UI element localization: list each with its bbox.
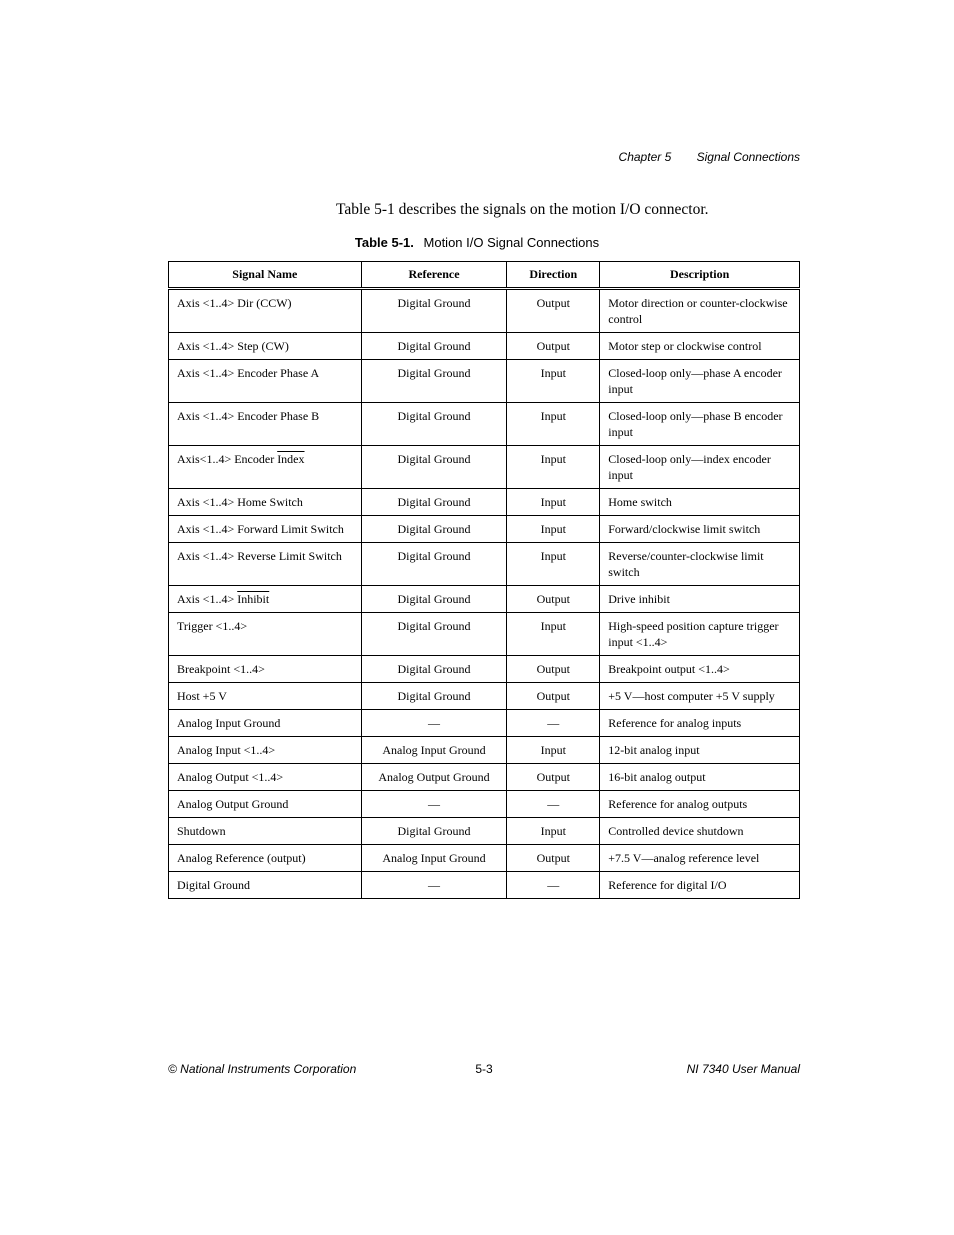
direction-cell: Input [507, 403, 600, 446]
direction-cell: Output [507, 289, 600, 333]
reference-cell: Digital Ground [361, 289, 507, 333]
table-caption-title: Motion I/O Signal Connections [423, 235, 600, 250]
description-cell: Reference for digital I/O [600, 872, 800, 899]
reference-cell: Digital Ground [361, 818, 507, 845]
signal-name-cell [169, 586, 362, 613]
description-cell: Closed-loop only—phase A encoder input [600, 360, 800, 403]
description-cell: +7.5 V—analog reference level [600, 845, 800, 872]
table-row [169, 613, 800, 656]
signal-table [168, 261, 800, 899]
column-header-signal-name: Signal Name [169, 262, 362, 289]
table-row [169, 710, 800, 737]
reference-cell: Analog Output Ground [361, 764, 507, 791]
description-cell: Home switch [600, 489, 800, 516]
table-row [169, 543, 800, 586]
running-header [597, 150, 800, 164]
description-cell: 16-bit analog output [600, 764, 800, 791]
table-row [169, 791, 800, 818]
reference-cell: Analog Input Ground [361, 737, 507, 764]
table-row [169, 656, 800, 683]
header-section: Signal Connections [696, 150, 800, 164]
direction-cell: Input [507, 489, 600, 516]
reference-cell: Digital Ground [361, 656, 507, 683]
signal-name-cell: Analog Output <1..4> [169, 764, 362, 791]
column-header-direction: Direction [507, 262, 600, 289]
description-cell: Controlled device shutdown [600, 818, 800, 845]
description-cell: Forward/clockwise limit switch [600, 516, 800, 543]
table-caption [0, 235, 954, 250]
direction-cell: Input [507, 737, 600, 764]
page-number: 5-3 [475, 1062, 493, 1076]
table-row [169, 845, 800, 872]
direction-cell: Output [507, 764, 600, 791]
table-row [169, 737, 800, 764]
reference-cell: Digital Ground [361, 489, 507, 516]
description-cell: Closed-loop only—phase B encoder input [600, 403, 800, 446]
reference-cell: Digital Ground [361, 543, 507, 586]
signal-name-cell: Digital Ground [169, 872, 362, 899]
description-cell: Breakpoint output <1..4> [600, 656, 800, 683]
signal-name-cell: Axis <1..4> Reverse Limit Switch [169, 543, 362, 586]
description-cell: Motor step or clockwise control [600, 333, 800, 360]
direction-cell: — [507, 872, 600, 899]
reference-cell: Digital Ground [361, 403, 507, 446]
table-row [169, 289, 800, 333]
signal-name-prefix: Axis <1..4> [177, 592, 238, 606]
signal-name-cell: Axis <1..4> Encoder Phase B [169, 403, 362, 446]
description-cell: Reference for analog outputs [600, 791, 800, 818]
description-cell: Motor direction or counter-clockwise control [600, 289, 800, 333]
direction-cell: Input [507, 446, 600, 489]
table-row [169, 360, 800, 403]
column-header-description: Description [600, 262, 800, 289]
reference-cell: Analog Input Ground [361, 845, 507, 872]
table-row [169, 818, 800, 845]
signal-name-cell: Axis <1..4> Encoder Phase A [169, 360, 362, 403]
description-cell: Reference for analog inputs [600, 710, 800, 737]
reference-cell: Digital Ground [361, 613, 507, 656]
description-cell: High-speed position capture trigger input <1..4> [600, 613, 800, 656]
signal-name-cell: Shutdown [169, 818, 362, 845]
footer-copyright: © National Instruments Corporation [168, 1062, 357, 1076]
signal-name-cell: Axis <1..4> Dir (CCW) [169, 289, 362, 333]
direction-cell: Output [507, 333, 600, 360]
direction-cell: Input [507, 516, 600, 543]
table-header-row [169, 262, 800, 289]
table-row [169, 586, 800, 613]
description-cell: Closed-loop only—index encoder input [600, 446, 800, 489]
reference-cell: — [361, 791, 507, 818]
signal-name-cell: Breakpoint <1..4> [169, 656, 362, 683]
table-row [169, 446, 800, 489]
direction-cell: — [507, 791, 600, 818]
signal-name-active-low: Index [277, 452, 305, 466]
description-cell: 12-bit analog input [600, 737, 800, 764]
description-cell: Drive inhibit [600, 586, 800, 613]
signal-name-cell [169, 446, 362, 489]
table-row [169, 872, 800, 899]
signal-name-cell: Axis <1..4> Forward Limit Switch [169, 516, 362, 543]
reference-cell: Digital Ground [361, 586, 507, 613]
reference-cell: Digital Ground [361, 516, 507, 543]
direction-cell: Output [507, 683, 600, 710]
signal-name-cell: Analog Input Ground [169, 710, 362, 737]
direction-cell: Output [507, 845, 600, 872]
signal-name-active-low: Inhibit [237, 592, 270, 606]
direction-cell: Input [507, 818, 600, 845]
footer-manual-title: NI 7340 User Manual [686, 1062, 800, 1076]
description-cell: Reverse/counter-clockwise limit switch [600, 543, 800, 586]
table-row [169, 516, 800, 543]
table-row [169, 764, 800, 791]
direction-cell: Output [507, 656, 600, 683]
signal-name-cell: Trigger <1..4> [169, 613, 362, 656]
reference-cell: Digital Ground [361, 333, 507, 360]
signal-name-cell: Host +5 V [169, 683, 362, 710]
signal-name-cell: Analog Input <1..4> [169, 737, 362, 764]
table-caption-number: Table 5-1. [354, 235, 414, 250]
header-chapter: Chapter 5 [618, 150, 672, 164]
direction-cell: Input [507, 360, 600, 403]
direction-cell: Input [507, 613, 600, 656]
table-row [169, 489, 800, 516]
direction-cell: Input [507, 543, 600, 586]
table-row [169, 403, 800, 446]
table-row [169, 683, 800, 710]
reference-cell: — [361, 872, 507, 899]
reference-cell: Digital Ground [361, 446, 507, 489]
signal-name-cell: Analog Reference (output) [169, 845, 362, 872]
signal-name-prefix: Axis<1..4> Encoder [177, 452, 278, 466]
table-row [169, 333, 800, 360]
direction-cell: — [507, 710, 600, 737]
reference-cell: Digital Ground [361, 360, 507, 403]
signal-name-cell: Axis <1..4> Step (CW) [169, 333, 362, 360]
reference-cell: — [361, 710, 507, 737]
description-cell: +5 V—host computer +5 V supply [600, 683, 800, 710]
column-header-reference: Reference [361, 262, 507, 289]
signal-name-cell: Axis <1..4> Home Switch [169, 489, 362, 516]
signal-name-cell: Analog Output Ground [169, 791, 362, 818]
direction-cell: Output [507, 586, 600, 613]
reference-cell: Digital Ground [361, 683, 507, 710]
intro-paragraph: Table 5-1 describes the signals on the motion I/O connector. [336, 201, 709, 218]
